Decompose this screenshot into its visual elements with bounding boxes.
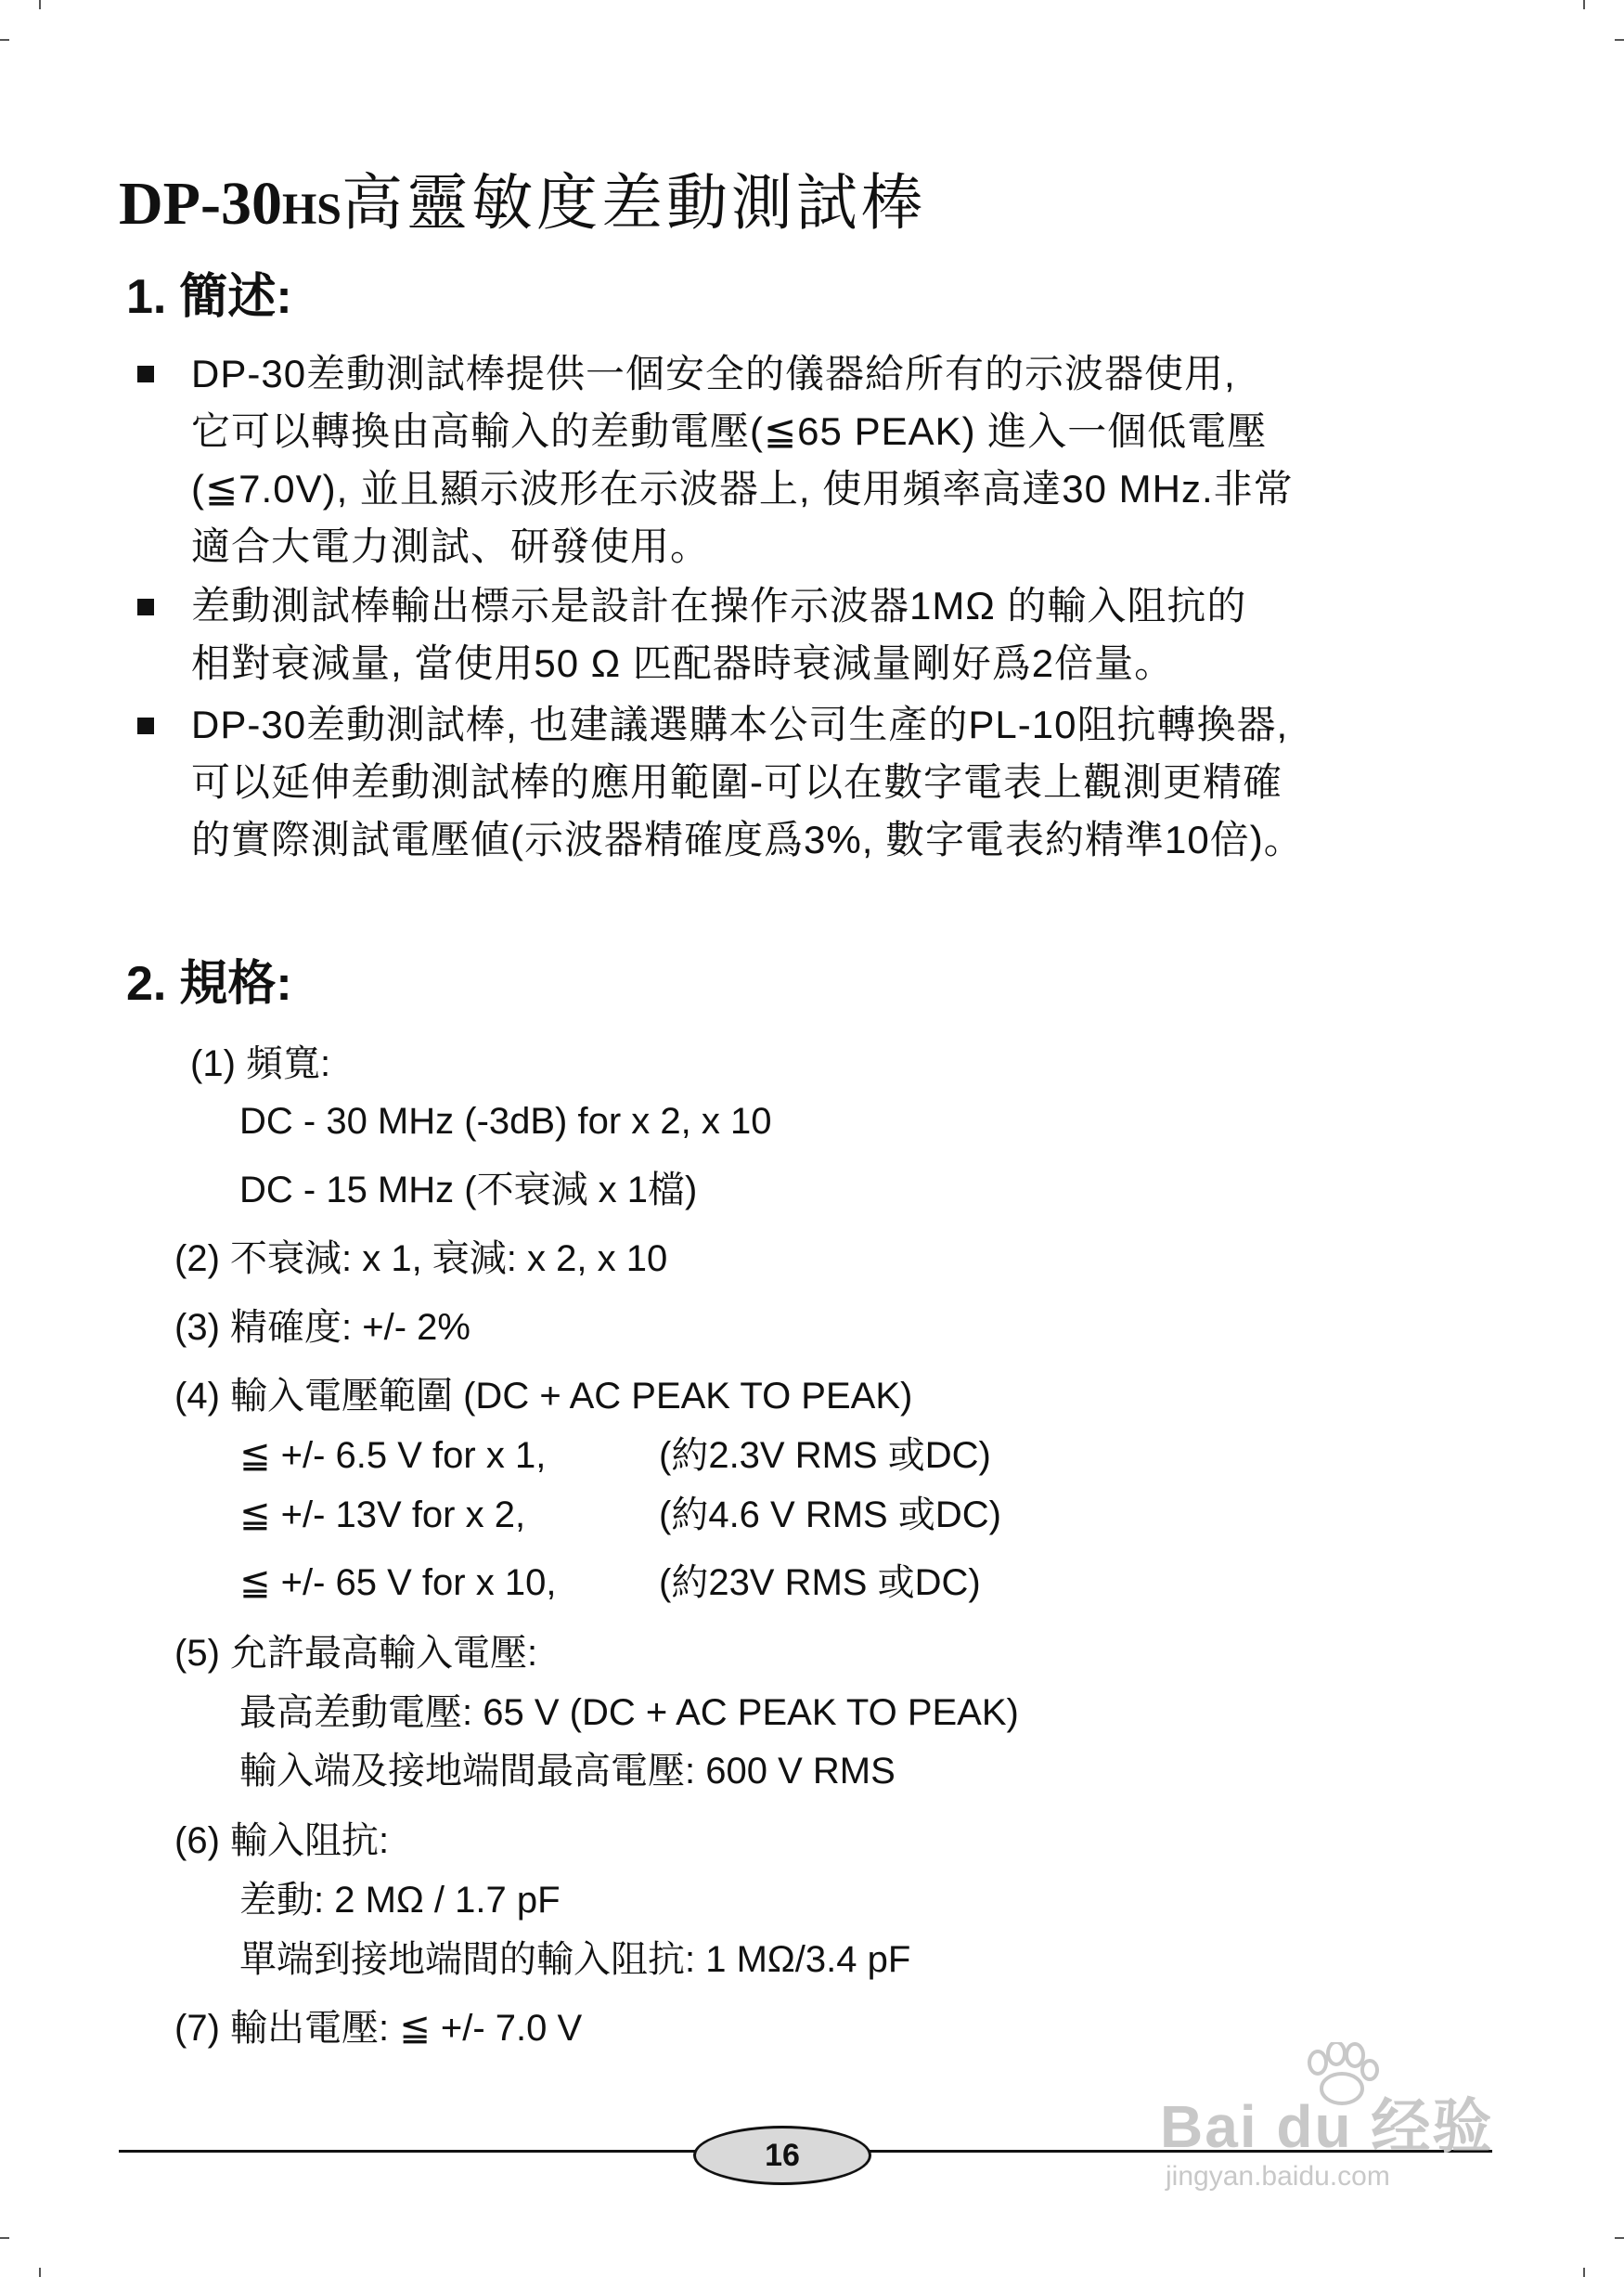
bullet-icon bbox=[137, 599, 154, 615]
title-model: DP-30 bbox=[119, 170, 282, 238]
spec-detail-note: (約2.3V RMS 或DC) bbox=[659, 1435, 991, 1476]
text-line: 它可以轉換由高輸入的差動電壓(≦65 PEAK) 進入一個低電壓 bbox=[191, 409, 1268, 453]
section-title: 規格: bbox=[179, 957, 292, 1011]
spec-detail: ≦ +/- 6.5 V for x 1, bbox=[239, 1435, 547, 1476]
page-title bbox=[119, 165, 926, 247]
spec-detail: DC - 30 MHz (-3dB) for x 2, x 10 bbox=[239, 1101, 772, 1142]
section-2-heading bbox=[126, 956, 292, 1012]
watermark-brand: Bai du 经验 bbox=[1160, 2093, 1494, 2160]
bullet-paragraph bbox=[191, 696, 1304, 869]
section-number: 1. bbox=[126, 270, 167, 324]
spec-item: (3) 精確度: +/- 2% bbox=[174, 1307, 470, 1348]
crop-mark bbox=[0, 2237, 9, 2239]
text-line: 差動測試棒輸出標示是設計在操作示波器1MΩ 的輸入阻抗的 bbox=[191, 584, 1247, 627]
crop-mark bbox=[39, 0, 41, 9]
spec-detail: DC - 15 MHz (不衰減 x 1檔) bbox=[239, 1170, 698, 1210]
page-number: 16 bbox=[693, 2126, 871, 2185]
text-line: DP-30差動測試棒提供一個安全的儀器給所有的示波器使用, bbox=[191, 352, 1236, 395]
crop-mark bbox=[39, 2268, 41, 2277]
title-name: 高靈敏度差動測試棒 bbox=[342, 167, 926, 239]
bullet-paragraph bbox=[191, 577, 1246, 692]
text-line: 的實際測試電壓値(示波器精確度爲3%, 數字電表約精準10倍)。 bbox=[191, 818, 1304, 861]
spec-detail: 單端到接地端間的輸入阻抗: 1 MΩ/3.4 pF bbox=[239, 1939, 911, 1980]
spec-item: (5) 允許最高輸入電壓: bbox=[174, 1633, 538, 1674]
title-suffix: HS bbox=[281, 185, 342, 234]
spec-detail: ≦ +/- 13V for x 2, bbox=[239, 1494, 526, 1535]
section-number: 2. bbox=[126, 957, 167, 1011]
spec-detail-note: (約4.6 V RMS 或DC) bbox=[659, 1494, 1001, 1535]
crop-mark bbox=[1583, 2268, 1585, 2277]
crop-mark bbox=[1615, 39, 1624, 41]
watermark-url: jingyan.baidu.com bbox=[1166, 2161, 1390, 2192]
bullet-icon bbox=[137, 366, 154, 382]
section-title: 簡述: bbox=[179, 270, 292, 324]
text-line: DP-30差動測試棒, 也建議選購本公司生產的PL-10阻抗轉換器, bbox=[191, 703, 1289, 746]
text-line: 適合大電力測試、研發使用。 bbox=[191, 524, 711, 568]
bullet-paragraph bbox=[191, 345, 1294, 576]
spec-item: (4) 輸入電壓範圍 (DC + AC PEAK TO PEAK) bbox=[174, 1376, 913, 1417]
spec-detail-note: (約23V RMS 或DC) bbox=[659, 1562, 981, 1603]
spec-item: (1) 頻寬: bbox=[190, 1043, 331, 1084]
spec-item: (7) 輸出電壓: ≦ +/- 7.0 V bbox=[174, 2008, 583, 2049]
spec-item: (6) 輸入阻抗: bbox=[174, 1820, 390, 1861]
spec-detail: ≦ +/- 65 V for x 10, bbox=[239, 1562, 557, 1603]
text-line: (≦7.0V), 並且顯示波形在示波器上, 使用頻率高達30 MHz.非常 bbox=[191, 467, 1294, 511]
bullet-icon bbox=[137, 718, 154, 734]
spec-detail: 輸入端及接地端間最高電壓: 600 V RMS bbox=[239, 1751, 896, 1792]
text-line: 相對衰減量, 當使用50 Ω 匹配器時衰減量剛好爲2倍量。 bbox=[191, 641, 1175, 685]
crop-mark bbox=[1615, 2237, 1624, 2239]
spec-item: (2) 不衰減: x 1, 衰減: x 2, x 10 bbox=[174, 1238, 668, 1279]
crop-mark bbox=[0, 39, 9, 41]
text-line: 可以延伸差動測試棒的應用範圍-可以在數字電表上觀測更精確 bbox=[191, 760, 1282, 804]
section-1-heading bbox=[126, 269, 292, 325]
spec-detail: 最高差動電壓: 65 V (DC + AC PEAK TO PEAK) bbox=[239, 1692, 1019, 1733]
baidu-watermark bbox=[1151, 2042, 1540, 2228]
crop-mark bbox=[1583, 0, 1585, 9]
spec-detail: 差動: 2 MΩ / 1.7 pF bbox=[239, 1880, 561, 1921]
